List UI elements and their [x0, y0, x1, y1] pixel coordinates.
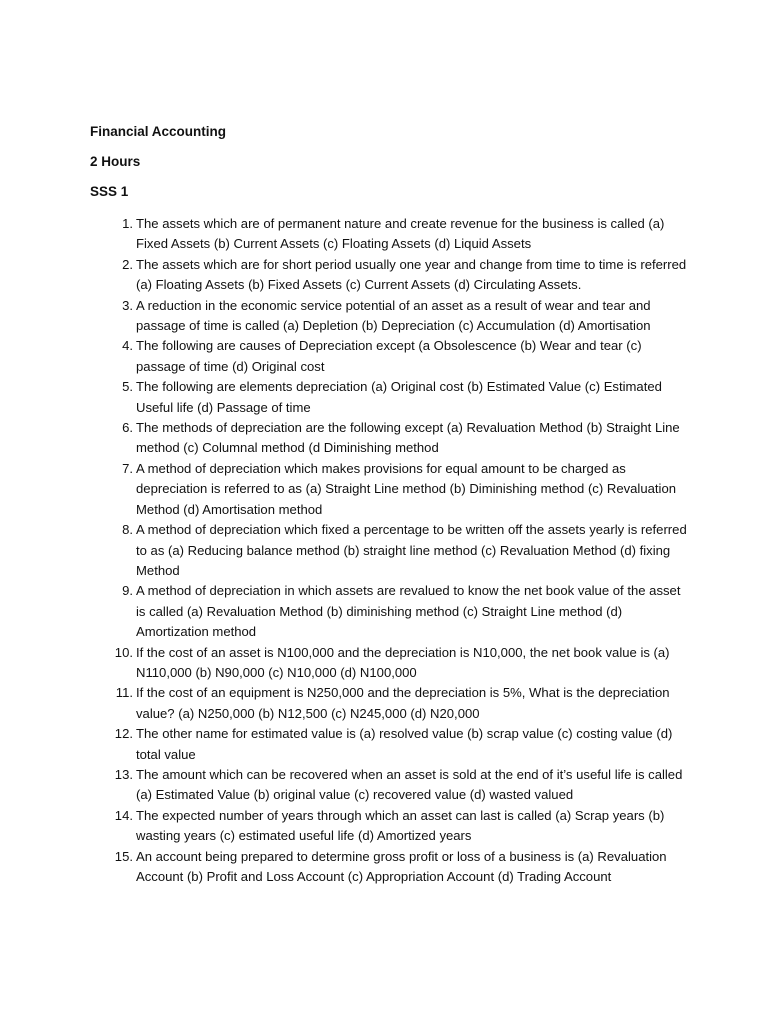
question-item	[90, 418, 690, 459]
question-number: 7.	[122, 460, 133, 476]
question-item	[90, 336, 690, 377]
question-item	[90, 459, 690, 520]
question-text: A method of depreciation which fixed a percentage to be written off the assets yearly is referred to as (a) Reducing balance method (b) straight line method (c) Revaluation Method (d) fixing Method	[136, 522, 687, 578]
question-text: The methods of depreciation are the following except (a) Revaluation Method (b) Straight Line method (c) Columnal method (d Diminishing method	[136, 420, 680, 456]
subject-title: Financial Accounting	[90, 124, 227, 139]
question-item	[90, 806, 690, 847]
question-number: 2.	[122, 256, 133, 272]
question-text: The following are causes of Depreciation except (a Obsolescence (b) Wear and tear (c) passage of time (d) Original cost	[136, 338, 642, 374]
question-item	[90, 214, 690, 255]
question-text: If the cost of an equipment is N250,000 and the depreciation is 5%, What is the depreciation value? (a) N250,000 (b) N12,500 (c) N245,000 (d) N20,000	[136, 685, 670, 721]
class-label: SSS 1	[90, 184, 129, 199]
question-text: A method of depreciation in which assets are revalued to know the net book value of the asset is called (a) Revaluation Method (b) diminishing method (c) Straight Line method (d) Amortization method	[136, 583, 681, 640]
question-number: 4.	[122, 338, 133, 354]
question-item	[90, 847, 690, 888]
question-text: An account being prepared to determine gross profit or loss of a business is (a) Revaluation Account (b) Profit and Loss Account (c) Appropriation Account (d) Trading Account	[136, 848, 667, 884]
question-number: 15.	[114, 848, 133, 864]
question-number: 14.	[114, 807, 133, 823]
question-item	[90, 255, 690, 296]
question-text: If the cost of an asset is N100,000 and the depreciation is N10,000, the net book value is (a) N110,000 (b) N90,000 (c) N10,000 (d) N100,000	[136, 644, 670, 680]
question-item	[90, 765, 690, 806]
question-text: The assets which are of permanent nature and create revenue for the business is called (a) Fixed Assets (b) Current Assets (c) Floating Assets (d) Liquid Assets	[136, 216, 665, 252]
question-number: 8.	[122, 522, 133, 538]
question-number: 3.	[122, 297, 133, 313]
question-item	[90, 377, 690, 418]
question-number: 10.	[114, 644, 133, 660]
question-number: 1.	[122, 216, 133, 231]
question-text: The other name for estimated value is (a) resolved value (b) scrap value (c) costing value (d) total value	[136, 726, 673, 762]
question-item	[90, 520, 690, 581]
question-list	[90, 214, 690, 887]
question-item	[90, 643, 690, 684]
question-item	[90, 581, 690, 642]
question-text: The assets which are for short period usually one year and change from time to time is referred (a) Floating Assets (b) Fixed Assets (c) Current Assets (d) Circulating Assets.	[136, 256, 687, 293]
question-text: The expected number of years through which an asset can last is called (a) Scrap years (b) wasting years (c) estimated useful life (d) Amortized years	[136, 807, 665, 844]
question-text: The following are elements depreciation (a) Original cost (b) Estimated Value (c) Estimated Useful life (d) Passage of time	[136, 379, 662, 415]
question-text: The amount which can be recovered when an asset is sold at the end of it’s useful life is called (a) Estimated Value (b) original value (c) recovered value (d) wasted valued	[136, 766, 683, 803]
question-number: 13.	[114, 766, 133, 782]
question-number: 11.	[115, 685, 133, 701]
question-item	[90, 724, 690, 765]
exam-duration: 2 Hours	[90, 154, 141, 169]
question-number: 5.	[122, 379, 133, 395]
question-number: 12.	[114, 726, 133, 742]
question-number: 9.	[122, 583, 133, 599]
question-number: 6.	[122, 420, 133, 436]
question-item	[90, 296, 690, 337]
exam-page	[90, 122, 690, 887]
question-text: A method of depreciation which makes provisions for equal amount to be charged as depreciation is referred to as (a) Straight Line method (b) Diminishing method (c) Revaluation Method (d) Amortisation method	[136, 460, 677, 517]
question-item	[90, 683, 690, 724]
question-text: A reduction in the economic service potential of an asset as a result of wear and tear and passage of time is called (a) Depletion (b) Depreciation (c) Accumulation (d) Amortisation	[136, 297, 651, 334]
